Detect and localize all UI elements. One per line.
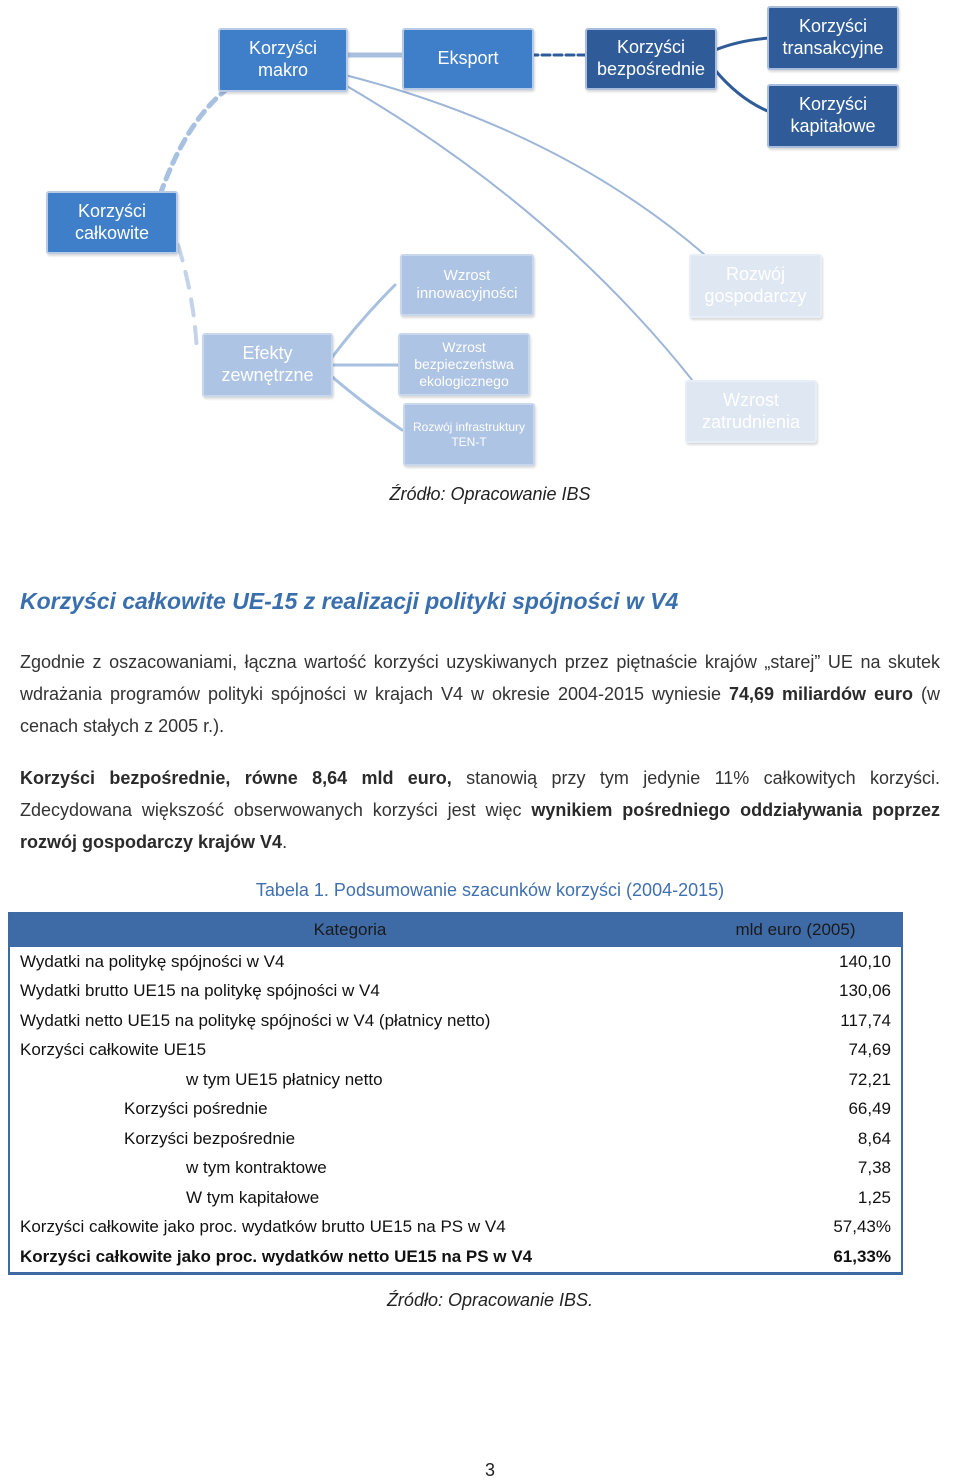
box-korzysci-transakcyjne [767, 6, 899, 70]
row-value: 61,33% [833, 1246, 891, 1266]
row-value: 74,69 [848, 1040, 891, 1060]
page-number: 3 [484, 1460, 495, 1480]
table-row [10, 1154, 901, 1184]
box-korzysci-makro [218, 28, 348, 92]
row-label: W tym kapitałowe [186, 1187, 320, 1207]
table-row [10, 1213, 901, 1243]
box-korzysci-bezposrednie [585, 28, 717, 90]
row-value: 8,64 [857, 1128, 891, 1148]
row-value: 117,74 [840, 1010, 891, 1030]
table-row [10, 1242, 901, 1273]
table-row [10, 1183, 901, 1213]
table-row [10, 1006, 901, 1036]
row-label: w tym kontraktowe [186, 1158, 327, 1178]
box-wzrost-innowacyjnosci [400, 254, 534, 316]
row-value: 130,06 [839, 981, 891, 1001]
box-korzysci-kapitalowe [767, 84, 899, 148]
paragraph-1-tail: (w cenach stałych z 2005 r.). [20, 684, 940, 736]
table-body [10, 947, 901, 1273]
connector-efekty-innowacyjnosc [330, 285, 395, 360]
table-row [10, 1095, 901, 1125]
row-label: Wydatki na politykę spójności w V4 [20, 951, 285, 971]
paragraph-1-text: Zgodnie z oszacowaniami, łączna wartość korzyści uzyskiwanych przez piętnaście krajów „starej” UE na skutek wdrażania programów polityki spójności w krajach V4 w okresie 2004-2015 wyniesie [20, 652, 940, 704]
table-title: Tabela 1. Podsumowanie szacunków korzyści (2004-2015) [255, 880, 725, 900]
row-value: 1,25 [857, 1187, 891, 1207]
row-value: 66,49 [848, 1099, 891, 1119]
row-label: Wydatki netto UE15 na politykę spójności w V4 (płatnicy netto) [20, 1010, 491, 1030]
row-label: Korzyści pośrednie [124, 1099, 268, 1119]
connector-calkowite-makro [160, 80, 240, 195]
connector-bezposrednie-kapitalowe [715, 70, 770, 112]
box-label: Korzyści transakcyjne [782, 16, 884, 58]
box-label: Korzyści kapitałowe [790, 94, 876, 136]
row-value: 140,10 [839, 951, 891, 971]
box-rozwoj-infrastruktury [403, 403, 535, 466]
box-label: Wzrost bezpieczeństwa ekologicznego [414, 339, 514, 389]
box-eksport [402, 28, 534, 90]
box-rozwoj-gospodarczy [689, 254, 822, 318]
row-value: 57,43% [833, 1217, 891, 1237]
header-category: Kategoria [313, 920, 387, 939]
table-header [10, 914, 901, 947]
table-row [10, 1065, 901, 1095]
box-label: Efekty zewnętrzne [221, 343, 314, 385]
paragraph-2-text: stanowią przy tym jedynie 11% całkowitych korzyści. Zdecydowana większość obserwowanych korzyści jest więc [20, 768, 940, 820]
connector-bezposrednie-transakcyjne [715, 38, 770, 50]
row-label: Korzyści całkowite UE15 [20, 1040, 207, 1060]
row-value: 72,21 [848, 1069, 891, 1089]
connector-makro-rozwoj [345, 75, 705, 255]
table-row [10, 1036, 901, 1066]
paragraph-2-end: . [282, 832, 288, 852]
box-label: Wzrost innowacyjności [416, 267, 518, 302]
connector-calkowite-efekty [178, 245, 197, 355]
diagram-source-caption: Źródło: Opracowanie IBS [389, 484, 591, 504]
table-row [10, 947, 901, 977]
box-label: Eksport [437, 48, 499, 69]
paragraph-2-bold-conclusion: wynikiem pośredniego oddziaływania poprzez rozwój gospodarczy krajów V4 [20, 800, 940, 852]
paragraph-2 [20, 762, 940, 858]
table-row [10, 977, 901, 1007]
section-heading: Korzyści całkowite UE-15 z realizacji polityki spójności w V4 [20, 588, 679, 614]
box-label: Korzyści bezpośrednie [596, 37, 706, 79]
box-label: Rozwój infrastruktury TEN-T [412, 420, 526, 449]
box-label: Rozwój gospodarczy [704, 264, 807, 306]
box-label: Korzyści makro [248, 38, 317, 80]
box-wzrost-zatrudnienia [685, 380, 817, 443]
table-row [10, 1124, 901, 1154]
row-label: Korzyści całkowite jako proc. wydatków netto UE15 na PS w V4 [20, 1246, 533, 1266]
row-label: Wydatki brutto UE15 na politykę spójności w V4 [20, 981, 380, 1001]
box-korzysci-calkowite [46, 191, 178, 254]
row-label: w tym UE15 płatnicy netto [186, 1069, 383, 1089]
paragraph-2-bold-lead: Korzyści bezpośrednie, równe 8,64 mld euro, [20, 768, 452, 788]
paragraph-1 [20, 646, 940, 742]
box-efekty-zewnetrzne [202, 333, 333, 397]
table-source-caption: Źródło: Opracowanie IBS. [386, 1290, 594, 1310]
connector-efekty-infrastruktura [330, 375, 402, 430]
row-label: Korzyści bezpośrednie [124, 1128, 296, 1148]
row-value: 7,38 [857, 1158, 891, 1178]
box-label: Korzyści całkowite [74, 200, 150, 243]
row-label: Korzyści całkowite jako proc. wydatków brutto UE15 na PS w V4 [20, 1217, 506, 1237]
box-label: Wzrost zatrudnienia [701, 389, 801, 432]
header-value: mld euro (2005) [735, 920, 856, 939]
summary-table [8, 912, 903, 1275]
paragraph-1-bold: 74,69 miliardów euro [729, 684, 914, 704]
box-wzrost-bezpieczenstwa [398, 333, 530, 396]
